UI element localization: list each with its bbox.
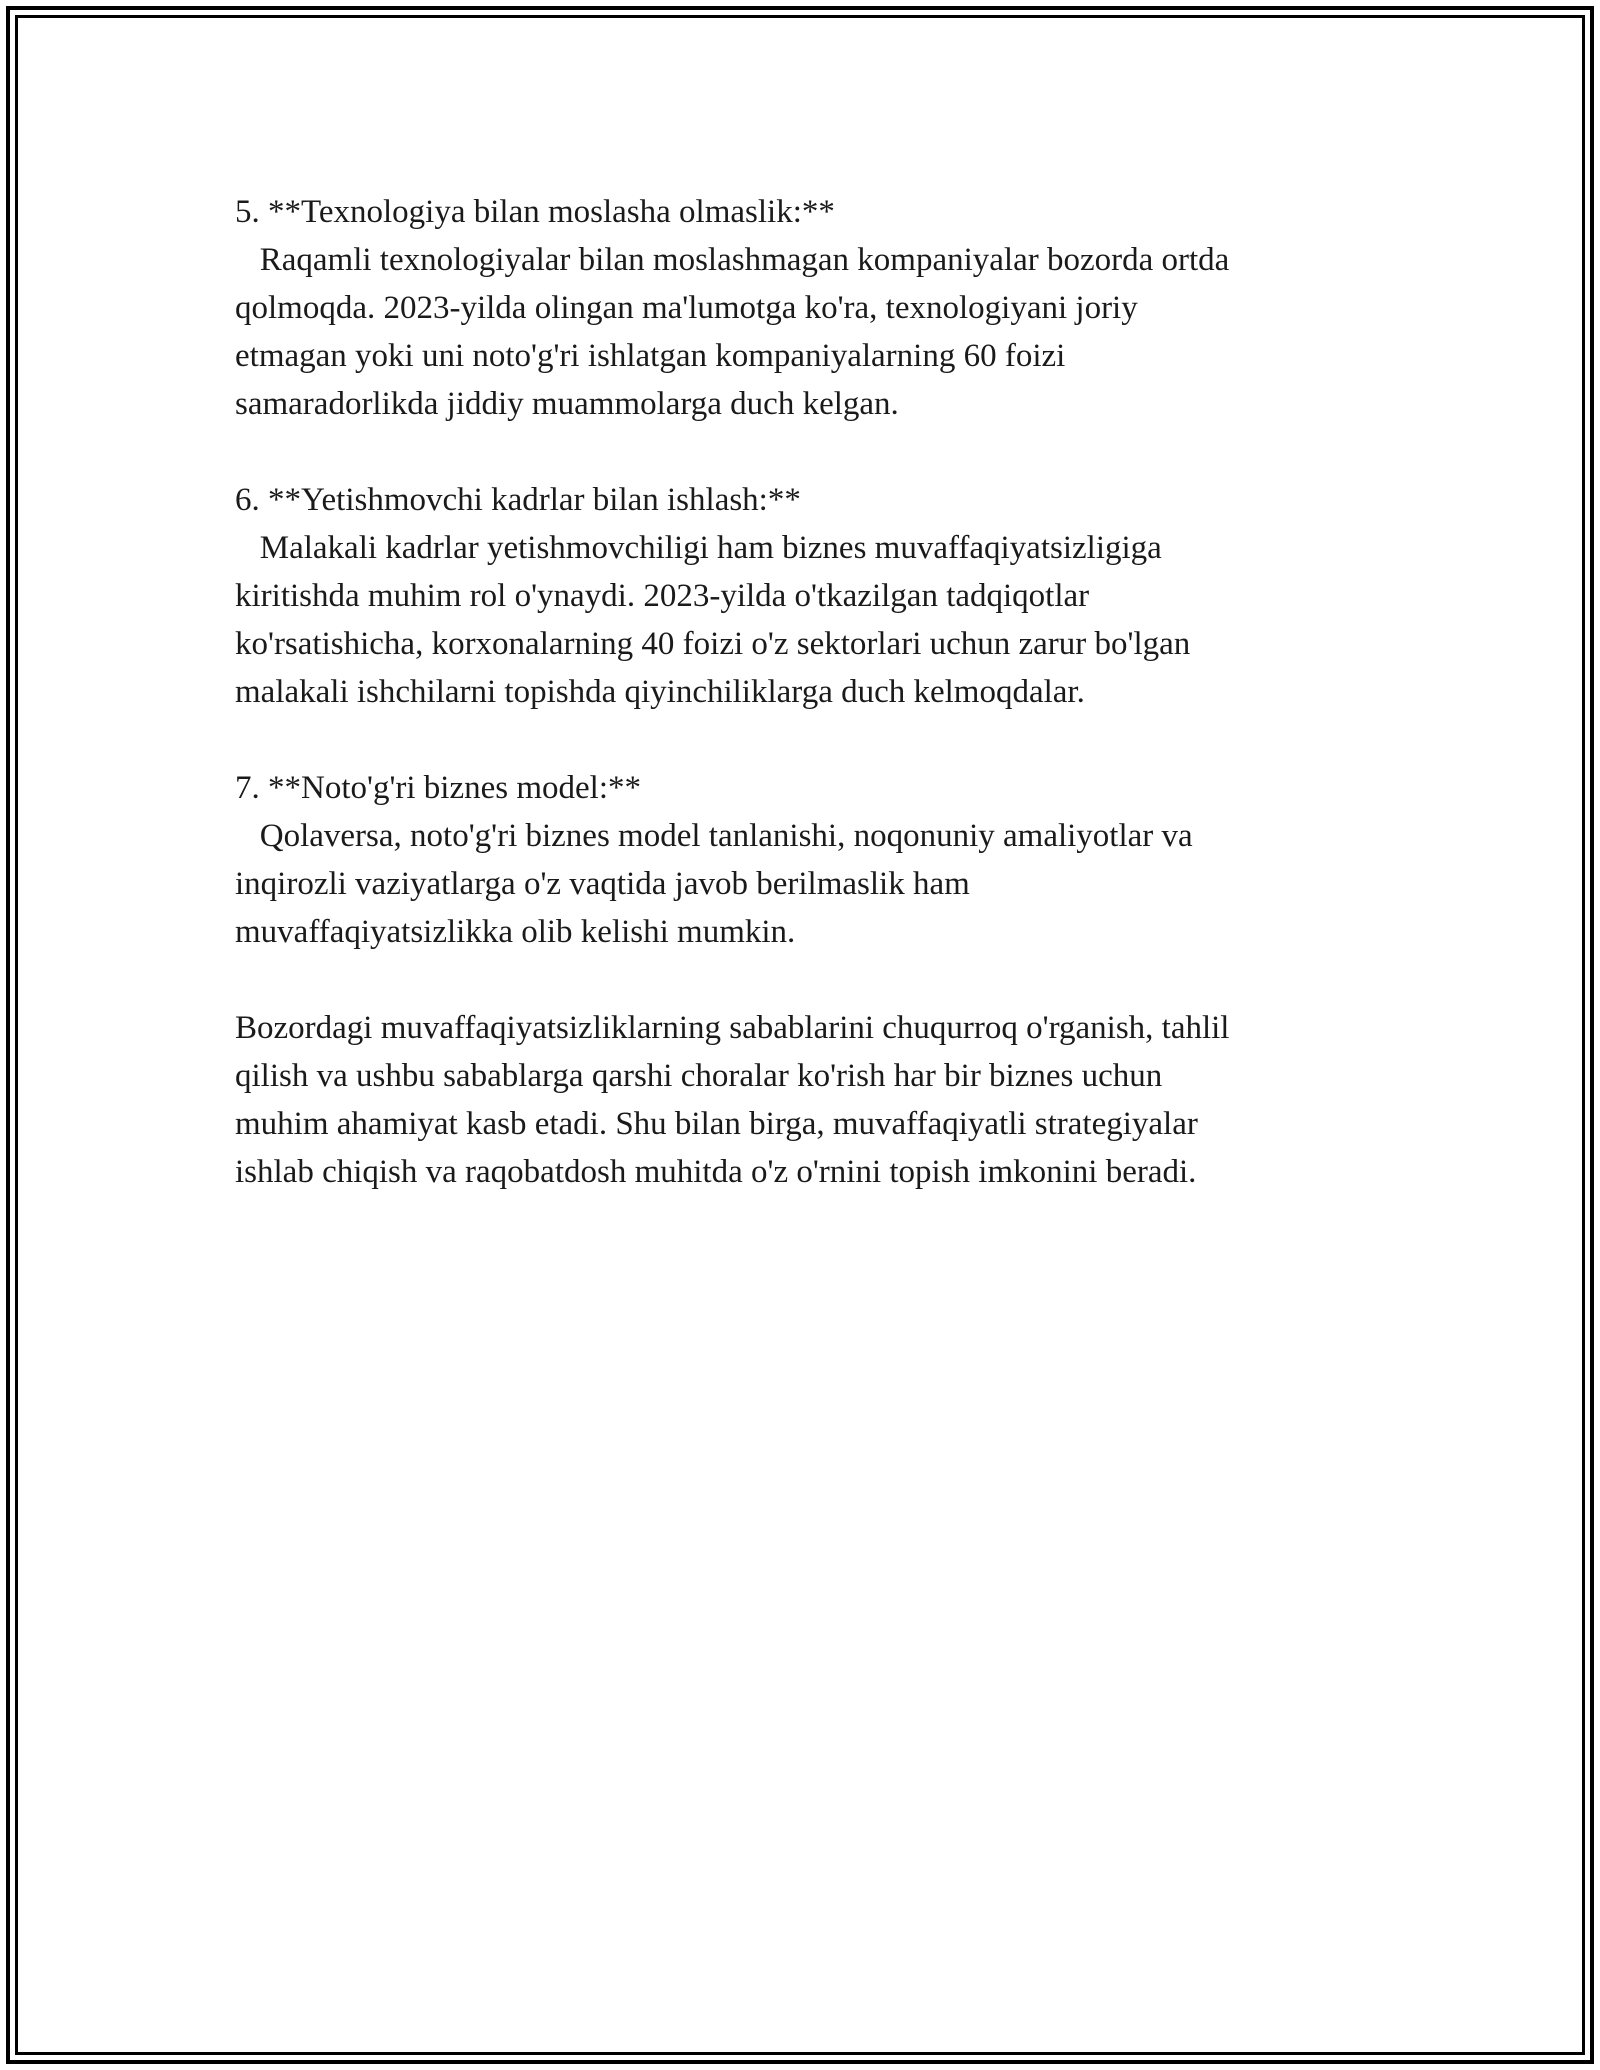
section-paragraph: Raqamli texnologiyalar bilan moslashmagan kompaniyalar bozorda ortda qolmoqda. 2023-yilda olingan ma'lumotga ko'ra, texnologiyani joriy etmagan yoki uni noto'g'ri ishlatgan kompaniyalarning 60 foizi samaradorlikda jiddiy muammolarga duch kelgan. [235, 242, 1230, 422]
section-heading: 7. **Noto'g'ri biznes model:** [235, 770, 642, 806]
closing-paragraph: Bozordagi muvaffaqiyatsizliklarning sabablarini chuqurroq o'rganish, tahlil qilish va ushbu sabablarga qarshi choralar ko'rish har bir biznes uchun muhim ahamiyat kasb etadi. Shu bilan birga, muvaffaqiyatli strategiyalar ishlab chiqish va raqobatdosh muhitda o'z o'rnini topish imkonini beradi. [235, 1010, 1230, 1190]
section-paragraph: Qolaversa, noto'g'ri biznes model tanlanishi, noqonuniy amaliyotlar va inqirozli vaziyatlarga o'z vaqtida javob berilmaslik ham muvaffaqiyatsizlikka olib kelishi mumkin. [235, 818, 1193, 950]
section-business-model [235, 764, 1365, 956]
section-heading: 6. **Yetishmovchi kadrlar bilan ishlash:** [235, 482, 801, 518]
document-body [235, 188, 1365, 1196]
section-paragraph: Malakali kadrlar yetishmovchiligi ham biznes muvaffaqiyatsizligiga kiritishda muhim rol o'ynaydi. 2023-yilda o'tkazilgan tadqiqotlar ko'rsatishicha, korxonalarning 40 foizi o'z sektorlari uchun zarur bo'lgan malakali ishchilarni topishda qiyinchiliklarga duch kelmoqdalar. [235, 530, 1191, 710]
section-heading: 5. **Texnologiya bilan moslasha olmaslik:** [235, 194, 835, 230]
section-technology [235, 188, 1365, 428]
section-staff-shortage [235, 476, 1365, 716]
